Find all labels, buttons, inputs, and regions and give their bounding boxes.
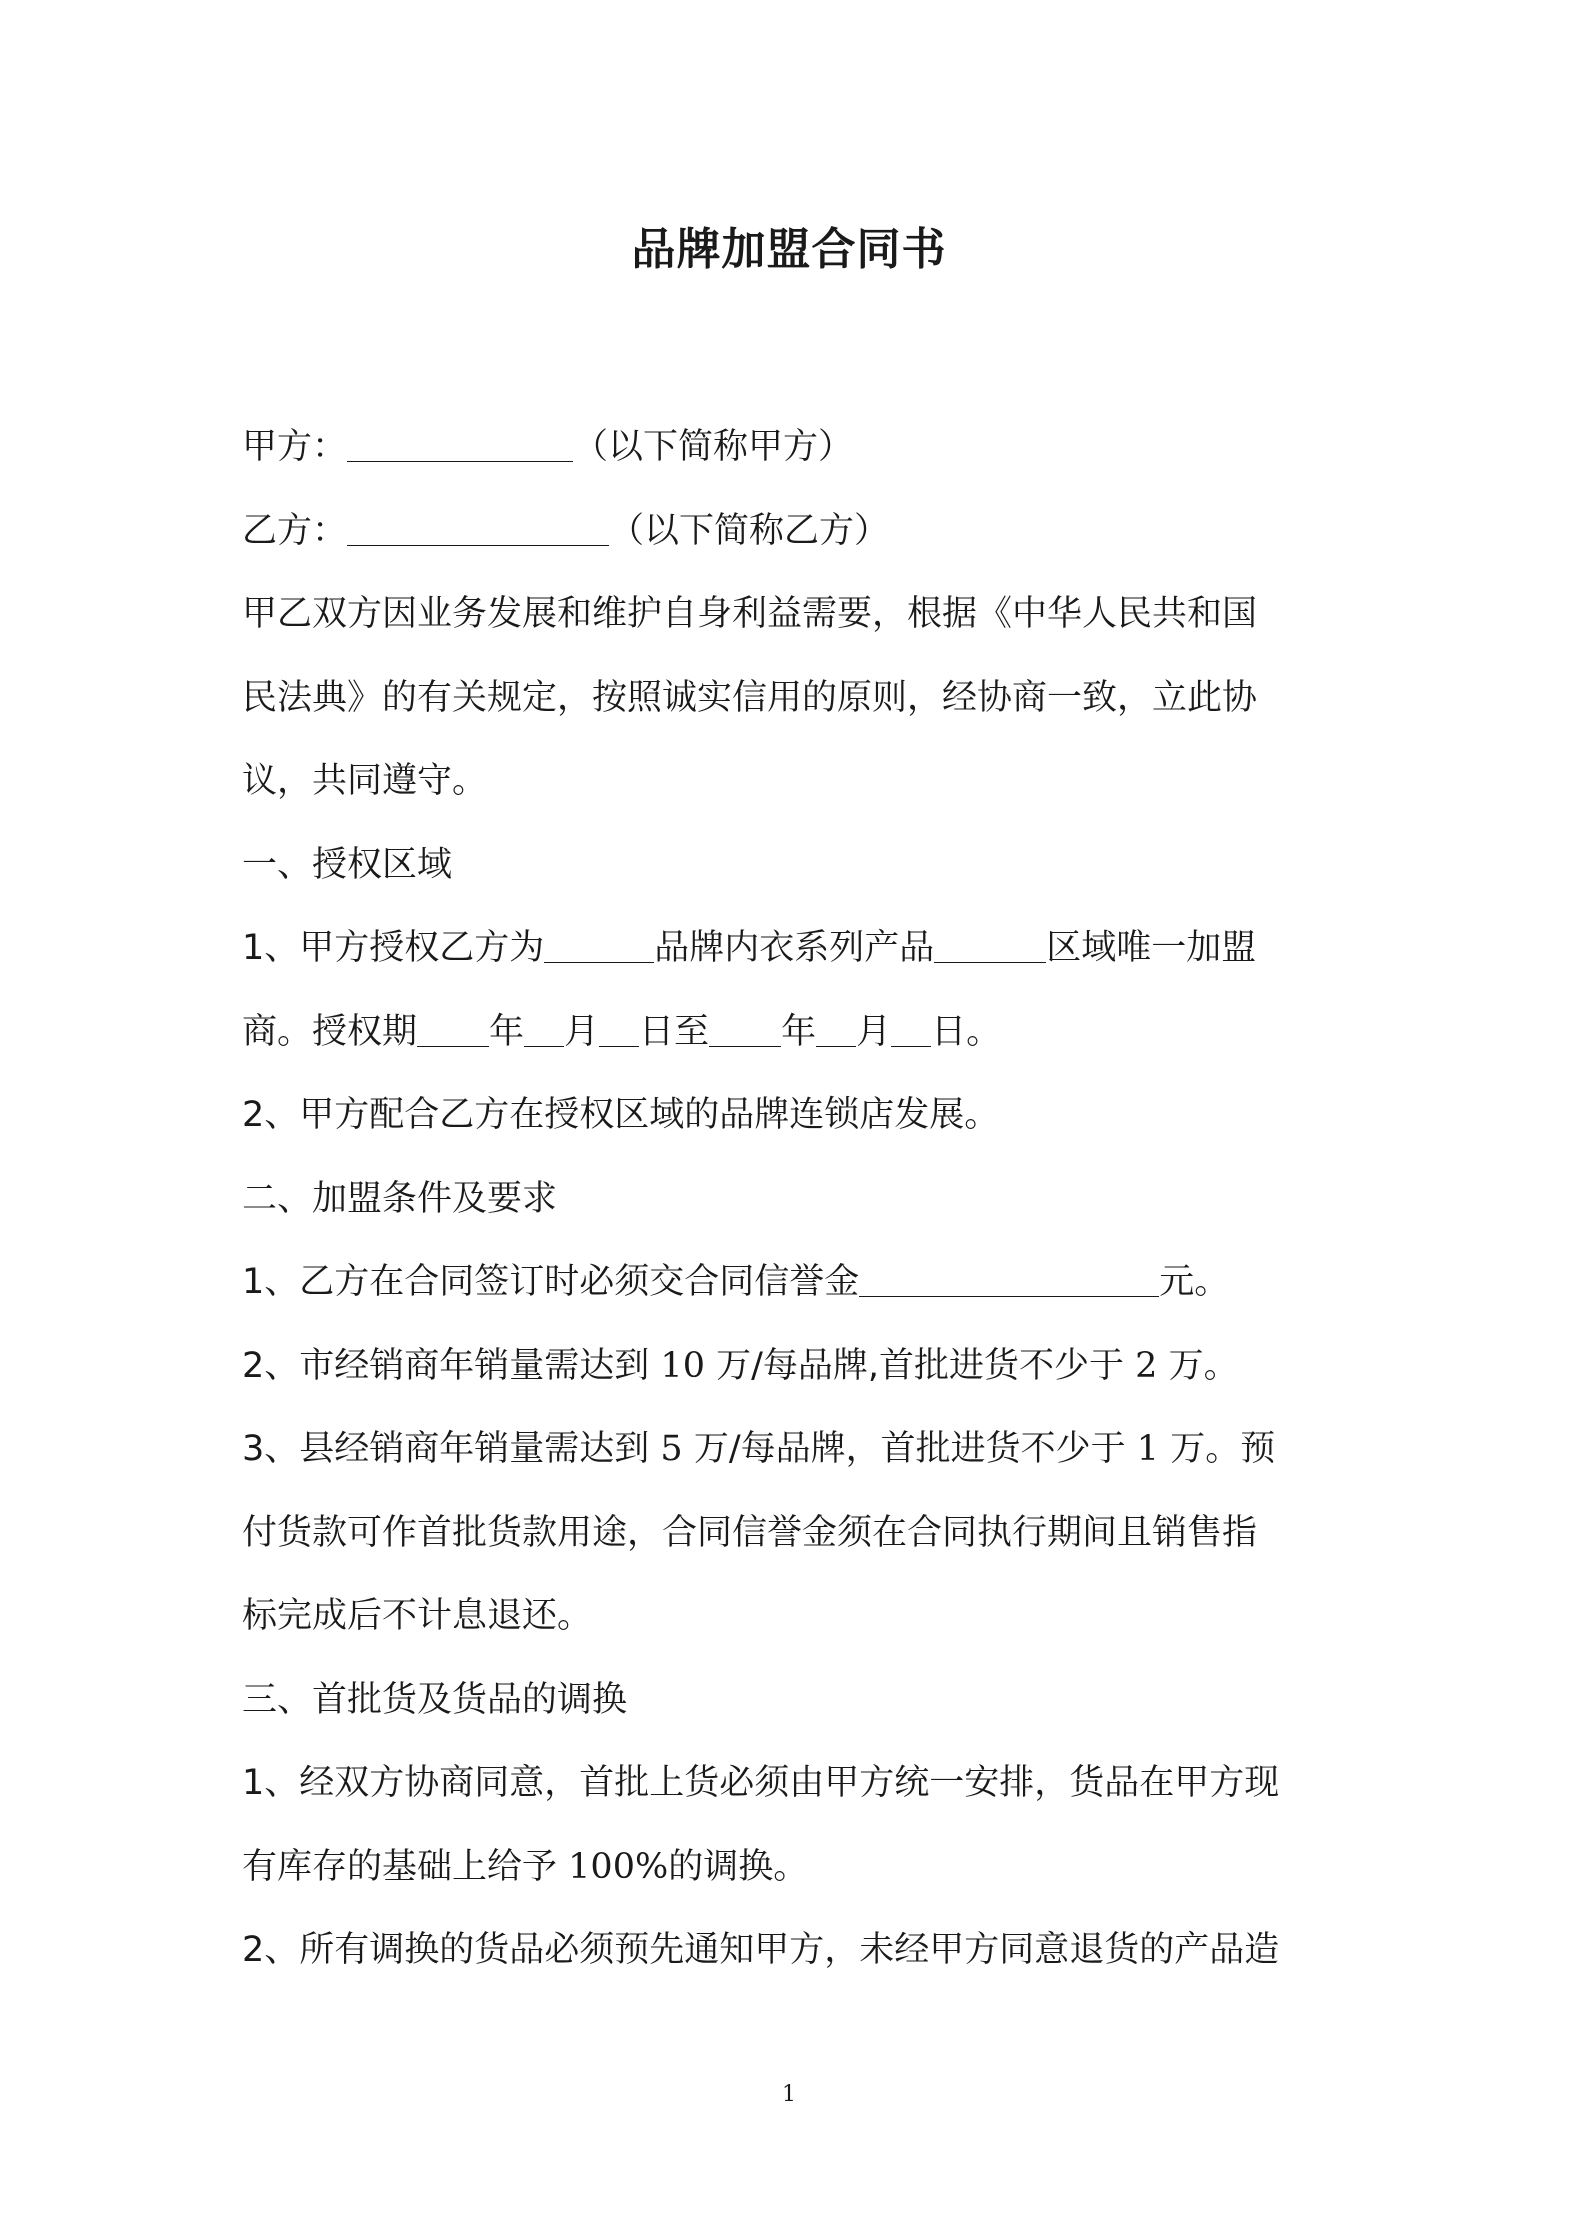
clause-line: 1、经双方协商同意，首批上货必须由甲方统一安排，货品在甲方现 (242, 1763, 1280, 1803)
clause-text: 元。 (1159, 1262, 1230, 1302)
section-heading: 三、首批货及货品的调换 (242, 1679, 628, 1720)
end-year-blank[interactable] (709, 1009, 781, 1047)
party-a-line (242, 406, 1352, 490)
clause-number: 100% (568, 1846, 669, 1887)
end-day-blank[interactable] (891, 1009, 931, 1047)
start-year-blank[interactable] (417, 1009, 489, 1047)
clause-line (242, 907, 1352, 991)
clause-text: 品牌内衣系列产品 (654, 928, 935, 968)
intro-line: 民法典》的有关规定，按照诚实信用的原则，经协商一致，立此协 (242, 677, 1258, 718)
clause-text: 万/每品牌,首批进货不少于 (716, 1345, 1125, 1386)
clause-text: 区域唯一加盟 (1046, 928, 1257, 968)
clause-line (242, 1325, 1352, 1409)
party-b-line (242, 490, 1352, 574)
start-day-blank[interactable] (599, 1009, 639, 1047)
region-blank[interactable] (934, 925, 1046, 963)
party-a-label: 甲方： (242, 427, 348, 467)
end-month-blank[interactable] (816, 1009, 856, 1047)
contract-body (242, 406, 1352, 1993)
deposit-amount-blank[interactable] (859, 1259, 1159, 1297)
clause-text: 日。 (931, 1011, 1002, 1052)
start-month-blank[interactable] (524, 1009, 564, 1047)
clause-text: 年 (489, 1011, 525, 1052)
clause-text: 月 (564, 1011, 600, 1052)
clause-number: 5 (660, 1429, 683, 1469)
clause-number: 10 (660, 1345, 705, 1386)
clause-number: 1 (1136, 1429, 1160, 1469)
clause-text: 万/每品牌，首批进货不少于 (693, 1429, 1126, 1469)
clause-line: 付货款可作首批货款用途，合同信誉金须在合同执行期间且销售指 (242, 1512, 1258, 1553)
clause-line (242, 1826, 1352, 1910)
clause-text: 3、县经销商年销量需达到 (242, 1429, 650, 1469)
intro-line: 甲乙双方因业务发展和维护自身利益需要，根据《中华人民共和国 (242, 594, 1258, 634)
brand-blank[interactable] (544, 925, 654, 963)
clause-text: 年 (781, 1011, 817, 1052)
party-b-blank[interactable] (347, 508, 609, 546)
intro-line: 议，共同遵守。 (242, 761, 488, 801)
clause-text: 万。 (1168, 1345, 1239, 1386)
party-a-blank[interactable] (347, 424, 573, 462)
clause-line: 2、所有调换的货品必须预先通知甲方，未经甲方同意退货的产品造 (242, 1930, 1280, 1970)
party-a-suffix: （以下简称甲方） (573, 427, 854, 467)
clause-text: 日至 (639, 1011, 710, 1052)
clause-text: 月 (856, 1011, 892, 1052)
clause-line (242, 1408, 1352, 1492)
clause-line: 标完成后不计息退还。 (242, 1596, 593, 1636)
clause-text: 万。预 (1170, 1429, 1276, 1469)
clause-text: 有库存的基础上给予 (242, 1846, 558, 1887)
section-heading: 一、授权区域 (242, 844, 453, 885)
clause-text: 商。授权期 (242, 1011, 418, 1052)
clause-line (242, 991, 1352, 1075)
section-heading: 二、加盟条件及要求 (242, 1178, 558, 1219)
clause-line (242, 1241, 1352, 1325)
document-title: 品牌加盟合同书 (631, 224, 947, 275)
party-b-label: 乙方： (242, 510, 348, 551)
clause-text: 2、市经销商年销量需达到 (242, 1345, 650, 1386)
page-number: 1 (782, 2082, 796, 2107)
clause-number: 2 (1135, 1345, 1158, 1386)
clause-text: 1、甲方授权乙方为 (242, 928, 545, 968)
clause-text: 1、乙方在合同签订时必须交合同信誉金 (242, 1262, 860, 1302)
clause-text: 的调换。 (668, 1846, 809, 1887)
party-b-suffix: （以下简称乙方） (609, 510, 890, 551)
clause-line: 2、甲方配合乙方在授权区域的品牌连锁店发展。 (242, 1095, 1000, 1135)
